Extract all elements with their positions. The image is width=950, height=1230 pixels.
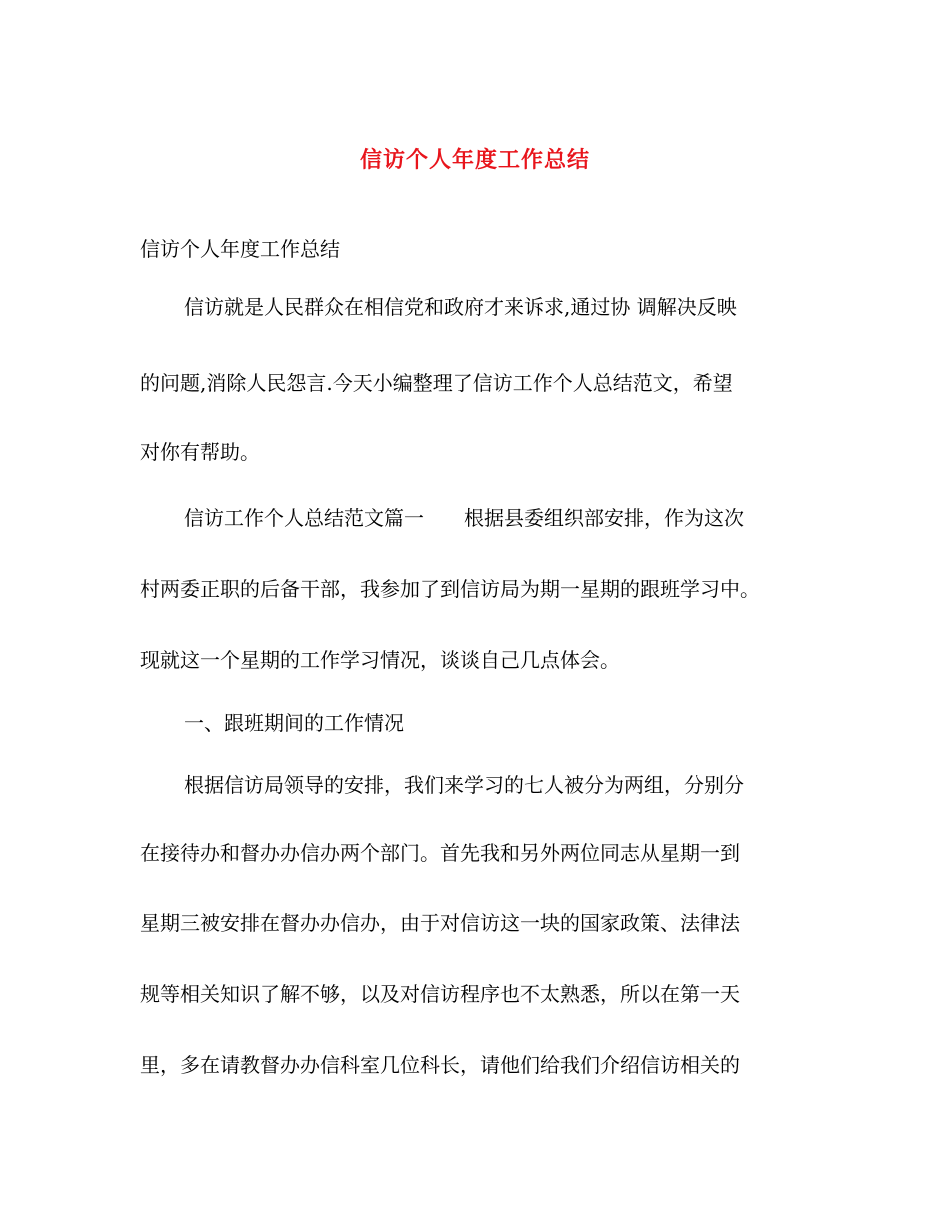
body-line: 现就这一个星期的工作学习情况，谈谈自己几点体会。 [140,648,620,672]
subtitle-line: 信访个人年度工作总结 [140,237,340,261]
section-heading: 一、跟班期间的工作情况 [184,711,404,735]
body-line: 根据信访局领导的安排，我们来学习的七人被分为两组，分别分 [184,773,744,797]
body-line: 信访就是人民群众在相信党和政府才来诉求,通过协 调解决反映 [184,295,737,319]
body-line: 里，多在请教督办办信科室几位科长，请他们给我们介绍信访相关的 [140,1053,740,1077]
body-line: 规等相关知识了解不够，以及对信访程序也不太熟悉，所以在第一天 [140,982,740,1006]
body-line: 对你有帮助。 [140,440,260,464]
body-line: 村两委正职的后备干部，我参加了到信访局为期一星期的跟班学习中。 [140,577,760,601]
page-title: 信访个人年度工作总结 [359,148,590,173]
body-line: 的问题,消除人民怨言.今天小编整理了信访工作个人总结范文，希望 [140,371,733,395]
body-line: 在接待办和督办办信办两个部门。首先我和另外两位同志从星期一到 [140,841,740,865]
body-line: 信访工作个人总结范文篇一 根据县委组织部安排，作为这次 [184,506,744,530]
body-line: 星期三被安排在督办办信办，由于对信访这一块的国家政策、法律法 [140,911,740,935]
